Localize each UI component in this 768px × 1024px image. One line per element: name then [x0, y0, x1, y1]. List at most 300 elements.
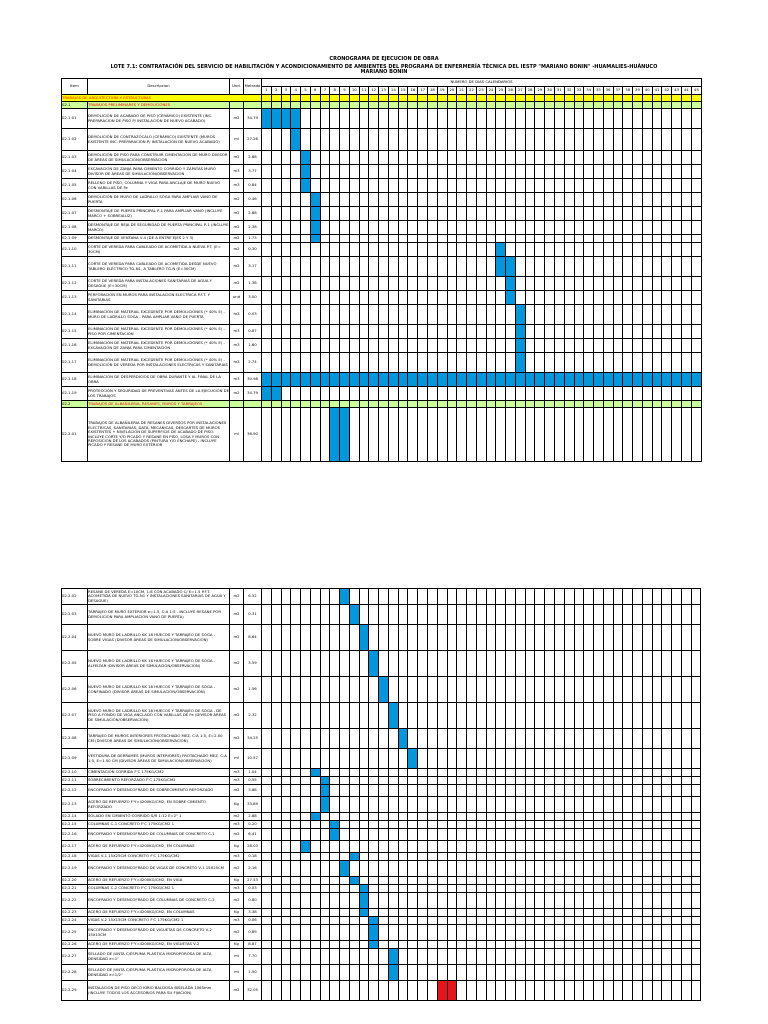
gantt-cell	[408, 981, 418, 1001]
gantt-cell	[554, 729, 564, 749]
gantt-cell	[535, 408, 545, 462]
gantt-cell	[554, 165, 564, 179]
gantt-cell	[672, 339, 682, 353]
gantt-cell	[408, 339, 418, 353]
gantt-cell	[515, 373, 525, 387]
gantt-cell	[642, 885, 652, 893]
gantt-cell	[603, 235, 613, 243]
gantt-cell	[584, 797, 594, 813]
gantt-cell	[369, 853, 379, 861]
gantt-cell	[281, 605, 291, 625]
gantt-cell	[428, 729, 438, 749]
item-metrado: 3.38	[244, 909, 262, 917]
gantt-cell	[554, 749, 564, 769]
gantt-cell	[359, 925, 369, 941]
gantt-cell	[633, 401, 643, 408]
gantt-cell	[408, 703, 418, 729]
gantt-cell	[496, 853, 506, 861]
gantt-cell	[506, 291, 516, 305]
day-header-3: 3	[281, 87, 291, 95]
gantt-cell	[672, 165, 682, 179]
gantt-cell	[291, 777, 301, 785]
gantt-cell	[642, 941, 652, 949]
gantt-cell	[457, 749, 467, 769]
gantt-cell	[662, 677, 672, 703]
gantt-cell	[691, 909, 701, 917]
gantt-cell	[349, 861, 359, 877]
gantt-cell	[418, 941, 428, 949]
gantt-cell	[340, 193, 350, 207]
gantt-cell	[467, 291, 477, 305]
gantt-cell	[457, 797, 467, 813]
gantt-cell	[496, 651, 506, 677]
schedule-row	[62, 885, 701, 893]
gantt-cell	[681, 401, 691, 408]
gantt-cell	[437, 949, 447, 965]
gantt-cell	[652, 353, 662, 373]
gantt-cell	[564, 221, 574, 235]
gantt-cell	[281, 925, 291, 941]
gantt-cell	[408, 193, 418, 207]
gantt-cell	[515, 651, 525, 677]
gantt-cell	[642, 853, 652, 861]
gantt-cell	[672, 981, 682, 1001]
gantt-cell	[457, 605, 467, 625]
gantt-cell	[291, 877, 301, 885]
gantt-cell	[603, 401, 613, 408]
gantt-cell	[271, 165, 281, 179]
gantt-cell	[662, 841, 672, 853]
gantt-cell	[486, 797, 496, 813]
gantt-cell	[662, 813, 672, 821]
gantt-cell	[603, 909, 613, 917]
gantt-cell	[271, 703, 281, 729]
gantt-cell	[301, 749, 311, 769]
gantt-cell	[564, 853, 574, 861]
gantt-cell	[349, 277, 359, 291]
gantt-cell	[437, 677, 447, 703]
gantt-cell	[506, 941, 516, 949]
gantt-cell	[379, 95, 389, 102]
gantt-cell	[662, 941, 672, 949]
gantt-cell	[310, 703, 320, 729]
gantt-cell	[418, 853, 428, 861]
gantt-cell	[281, 589, 291, 605]
item-code: 02.2.09	[62, 749, 88, 769]
gantt-cell	[388, 729, 398, 749]
gantt-cell	[525, 165, 535, 179]
gantt-cell	[584, 829, 594, 841]
gantt-cell	[506, 305, 516, 325]
gantt-cell	[262, 677, 272, 703]
gantt-cell	[398, 941, 408, 949]
gantt-cell	[584, 841, 594, 853]
gantt-cell	[496, 207, 506, 221]
gantt-cell	[418, 821, 428, 829]
gantt-cell	[633, 235, 643, 243]
gantt-cell	[408, 129, 418, 151]
gantt-cell	[271, 965, 281, 981]
gantt-cell	[535, 373, 545, 387]
gantt-cell	[681, 179, 691, 193]
gantt-cell	[496, 401, 506, 408]
gantt-cell	[262, 625, 272, 651]
schedule-row	[62, 893, 701, 909]
gantt-cell	[398, 95, 408, 102]
gantt-cell	[281, 729, 291, 749]
day-header-5: 5	[301, 87, 311, 95]
item-unit: m2	[230, 193, 244, 207]
gantt-cell	[418, 387, 428, 401]
gantt-cell	[447, 885, 457, 893]
gantt-cell	[603, 625, 613, 651]
gantt-cell	[613, 305, 623, 325]
item-metrado: 8.64	[244, 625, 262, 651]
gantt-cell	[691, 797, 701, 813]
gantt-cell	[291, 102, 301, 109]
gantt-cell	[652, 373, 662, 387]
gantt-cell	[691, 235, 701, 243]
schedule-row	[62, 221, 702, 235]
gantt-cell	[681, 981, 691, 1001]
gantt-cell	[330, 917, 340, 925]
gantt-cell	[603, 102, 613, 109]
gantt-cell	[291, 769, 301, 777]
item-unit: Kg	[230, 797, 244, 813]
item-unit: m3	[230, 165, 244, 179]
gantt-cell	[642, 165, 652, 179]
gantt-cell	[301, 909, 311, 917]
gantt-cell	[388, 165, 398, 179]
gantt-cell	[545, 605, 555, 625]
gantt-cell	[291, 677, 301, 703]
gantt-cell	[359, 949, 369, 965]
gantt-cell	[379, 677, 389, 703]
gantt-cell	[564, 677, 574, 703]
gantt-cell	[457, 277, 467, 291]
gantt-cell	[476, 291, 486, 305]
gantt-cell	[340, 949, 350, 965]
gantt-cell	[301, 813, 311, 821]
gantt-cell	[525, 387, 535, 401]
item-unit: Kg	[230, 841, 244, 853]
gantt-cell	[457, 729, 467, 749]
gantt-cell	[349, 353, 359, 373]
gantt-cell	[672, 777, 682, 785]
item-code: 02.1.16	[62, 339, 88, 353]
gantt-cell	[486, 305, 496, 325]
gantt-cell	[379, 749, 389, 769]
gantt-cell	[623, 893, 633, 909]
gantt-cell	[388, 179, 398, 193]
gantt-cell	[291, 401, 301, 408]
item-description: SOLADO EN CIMIENTO CORRIDO S/R 1:12 E=2" 1	[88, 813, 230, 821]
gantt-cell	[496, 821, 506, 829]
gantt-cell	[457, 703, 467, 729]
gantt-cell	[584, 339, 594, 353]
gantt-cell	[408, 651, 418, 677]
gantt-cell	[594, 829, 604, 841]
item-description: ENCOFRADO Y DESENCOFRADO DE SOBRECIMIENTO REFORZADO	[88, 785, 230, 797]
gantt-cell	[467, 877, 477, 885]
gantt-cell	[388, 841, 398, 853]
gantt-cell	[672, 677, 682, 703]
gantt-cell	[447, 387, 457, 401]
item-metrado	[244, 401, 262, 408]
gantt-cell	[457, 981, 467, 1001]
gantt-cell	[398, 885, 408, 893]
gantt-cell	[603, 877, 613, 885]
gantt-cell	[476, 129, 486, 151]
gantt-cell	[672, 651, 682, 677]
gantt-cell	[584, 777, 594, 785]
gantt-cell	[642, 325, 652, 339]
gantt-cell	[613, 102, 623, 109]
gantt-cell	[320, 821, 330, 829]
gantt-cell	[603, 777, 613, 785]
gantt-cell	[291, 703, 301, 729]
gantt-cell	[447, 207, 457, 221]
gantt-cell	[681, 853, 691, 861]
gantt-cell	[262, 339, 272, 353]
schedule-row	[62, 207, 702, 221]
gantt-cell	[652, 813, 662, 821]
gantt-cell	[320, 769, 330, 777]
gantt-cell	[545, 677, 555, 703]
gantt-cell	[418, 749, 428, 769]
day-header-14: 14	[388, 87, 398, 95]
gantt-cell	[496, 193, 506, 207]
gantt-cell	[310, 193, 320, 207]
gantt-cell	[691, 401, 701, 408]
gantt-cell	[545, 949, 555, 965]
section-title: TRABAJOS DE ALBAÑILERIA, RESANES, MUROS Y TARRAJEOS	[88, 401, 230, 408]
gantt-cell	[506, 151, 516, 165]
item-description: INSTALACION DE PISO DECO KIRIO BALDOSA BISELADA 1065mm (INCLUYE TODOS LOS ACCESORIOS PARA SU FIJACION)	[88, 981, 230, 1001]
gantt-cell	[525, 965, 535, 981]
gantt-cell	[691, 917, 701, 925]
gantt-cell	[613, 829, 623, 841]
gantt-cell	[467, 129, 477, 151]
gantt-cell	[515, 257, 525, 277]
gantt-cell	[574, 853, 584, 861]
gantt-cell	[467, 981, 477, 1001]
gantt-cell	[506, 325, 516, 339]
day-header-43: 43	[672, 87, 682, 95]
gantt-cell	[281, 853, 291, 861]
gantt-cell	[281, 109, 291, 129]
gantt-cell	[330, 829, 340, 841]
gantt-cell	[388, 257, 398, 277]
gantt-cell	[623, 829, 633, 841]
gantt-cell	[271, 401, 281, 408]
gantt-cell	[613, 729, 623, 749]
gantt-cell	[613, 179, 623, 193]
gantt-cell	[476, 165, 486, 179]
gantt-cell	[613, 589, 623, 605]
gantt-cell	[379, 277, 389, 291]
item-code: 02.1.04	[62, 165, 88, 179]
gantt-cell	[691, 785, 701, 797]
gantt-cell	[594, 221, 604, 235]
gantt-cell	[388, 277, 398, 291]
gantt-cell	[379, 797, 389, 813]
gantt-cell	[515, 965, 525, 981]
gantt-cell	[369, 129, 379, 151]
gantt-cell	[281, 339, 291, 353]
item-metrado: 0.46	[244, 193, 262, 207]
item-description: VIGAS V-1 15X25CM CONCRETO F'C 175KG/CM2	[88, 853, 230, 861]
gantt-cell	[398, 829, 408, 841]
gantt-cell	[418, 909, 428, 917]
schedule-row	[62, 277, 702, 291]
gantt-cell	[330, 373, 340, 387]
gantt-cell	[418, 221, 428, 235]
item-metrado: 1.73	[244, 235, 262, 243]
gantt-cell	[691, 885, 701, 893]
gantt-cell	[437, 821, 447, 829]
gantt-cell	[691, 151, 701, 165]
gantt-cell	[369, 325, 379, 339]
gantt-cell	[574, 589, 584, 605]
item-metrado: 0.89	[244, 925, 262, 941]
gantt-cell	[408, 777, 418, 785]
gantt-cell	[281, 749, 291, 769]
item-metrado: 36.90	[244, 408, 262, 462]
gantt-cell	[388, 235, 398, 243]
day-header-30: 30	[545, 87, 555, 95]
gantt-cell	[379, 589, 389, 605]
gantt-cell	[447, 981, 457, 1001]
item-code: 02.2.20	[62, 877, 88, 885]
item-code: 02.2.28	[62, 965, 88, 981]
gantt-cell	[594, 841, 604, 853]
gantt-cell	[623, 749, 633, 769]
gantt-cell	[398, 387, 408, 401]
gantt-cell	[476, 925, 486, 941]
gantt-cell	[603, 387, 613, 401]
gantt-cell	[310, 893, 320, 909]
gantt-cell	[486, 408, 496, 462]
gantt-cell	[330, 821, 340, 829]
gantt-cell	[281, 95, 291, 102]
gantt-cell	[310, 841, 320, 853]
schedule-row	[62, 235, 702, 243]
gantt-cell	[262, 221, 272, 235]
gantt-cell	[408, 179, 418, 193]
gantt-cell	[476, 193, 486, 207]
gantt-cell	[408, 102, 418, 109]
gantt-cell	[291, 605, 301, 625]
gantt-cell	[564, 207, 574, 221]
gantt-cell	[623, 677, 633, 703]
gantt-cell	[574, 677, 584, 703]
gantt-cell	[603, 981, 613, 1001]
gantt-cell	[301, 235, 311, 243]
gantt-cell	[467, 941, 477, 949]
gantt-cell	[594, 777, 604, 785]
gantt-cell	[457, 95, 467, 102]
gantt-cell	[603, 841, 613, 853]
schedule-table-page-2	[61, 588, 701, 1001]
gantt-cell	[340, 109, 350, 129]
gantt-cell	[564, 769, 574, 777]
gantt-cell	[447, 165, 457, 179]
gantt-cell	[506, 257, 516, 277]
gantt-cell	[388, 749, 398, 769]
gantt-cell	[506, 877, 516, 885]
gantt-cell	[564, 401, 574, 408]
gantt-cell	[574, 885, 584, 893]
gantt-cell	[398, 749, 408, 769]
gantt-cell	[418, 102, 428, 109]
gantt-cell	[301, 861, 311, 877]
gantt-cell	[554, 909, 564, 917]
gantt-cell	[535, 841, 545, 853]
gantt-cell	[281, 813, 291, 821]
gantt-cell	[388, 861, 398, 877]
gantt-cell	[535, 102, 545, 109]
schedule-row	[62, 605, 701, 625]
gantt-cell	[525, 151, 535, 165]
schedule-row	[62, 257, 702, 277]
gantt-cell	[603, 651, 613, 677]
gantt-cell	[379, 339, 389, 353]
gantt-cell	[525, 373, 535, 387]
gantt-cell	[369, 813, 379, 821]
gantt-cell	[340, 785, 350, 797]
gantt-cell	[672, 925, 682, 941]
schedule-row	[62, 677, 701, 703]
gantt-cell	[672, 235, 682, 243]
gantt-cell	[633, 589, 643, 605]
gantt-cell	[320, 243, 330, 257]
gantt-cell	[662, 589, 672, 605]
gantt-cell	[506, 243, 516, 257]
gantt-cell	[554, 179, 564, 193]
gantt-cell	[262, 325, 272, 339]
gantt-cell	[584, 129, 594, 151]
gantt-cell	[291, 785, 301, 797]
gantt-cell	[281, 893, 291, 909]
gantt-cell	[271, 257, 281, 277]
item-code: 02.2.26	[62, 941, 88, 949]
gantt-cell	[564, 165, 574, 179]
gantt-cell	[672, 221, 682, 235]
gantt-cell	[359, 102, 369, 109]
gantt-cell	[437, 373, 447, 387]
gantt-cell	[310, 797, 320, 813]
gantt-cell	[310, 165, 320, 179]
gantt-cell	[476, 401, 486, 408]
gantt-cell	[554, 677, 564, 703]
gantt-cell	[398, 861, 408, 877]
gantt-cell	[340, 325, 350, 339]
gantt-cell	[691, 207, 701, 221]
item-unit: m2	[230, 207, 244, 221]
gantt-cell	[662, 179, 672, 193]
item-metrado: 2.38	[244, 221, 262, 235]
gantt-cell	[535, 95, 545, 102]
gantt-cell	[340, 729, 350, 749]
gantt-cell	[408, 949, 418, 965]
gantt-cell	[349, 207, 359, 221]
gantt-cell	[642, 95, 652, 102]
gantt-cell	[457, 625, 467, 651]
gantt-cell	[301, 941, 311, 949]
schedule-row	[62, 965, 701, 981]
gantt-cell	[428, 401, 438, 408]
